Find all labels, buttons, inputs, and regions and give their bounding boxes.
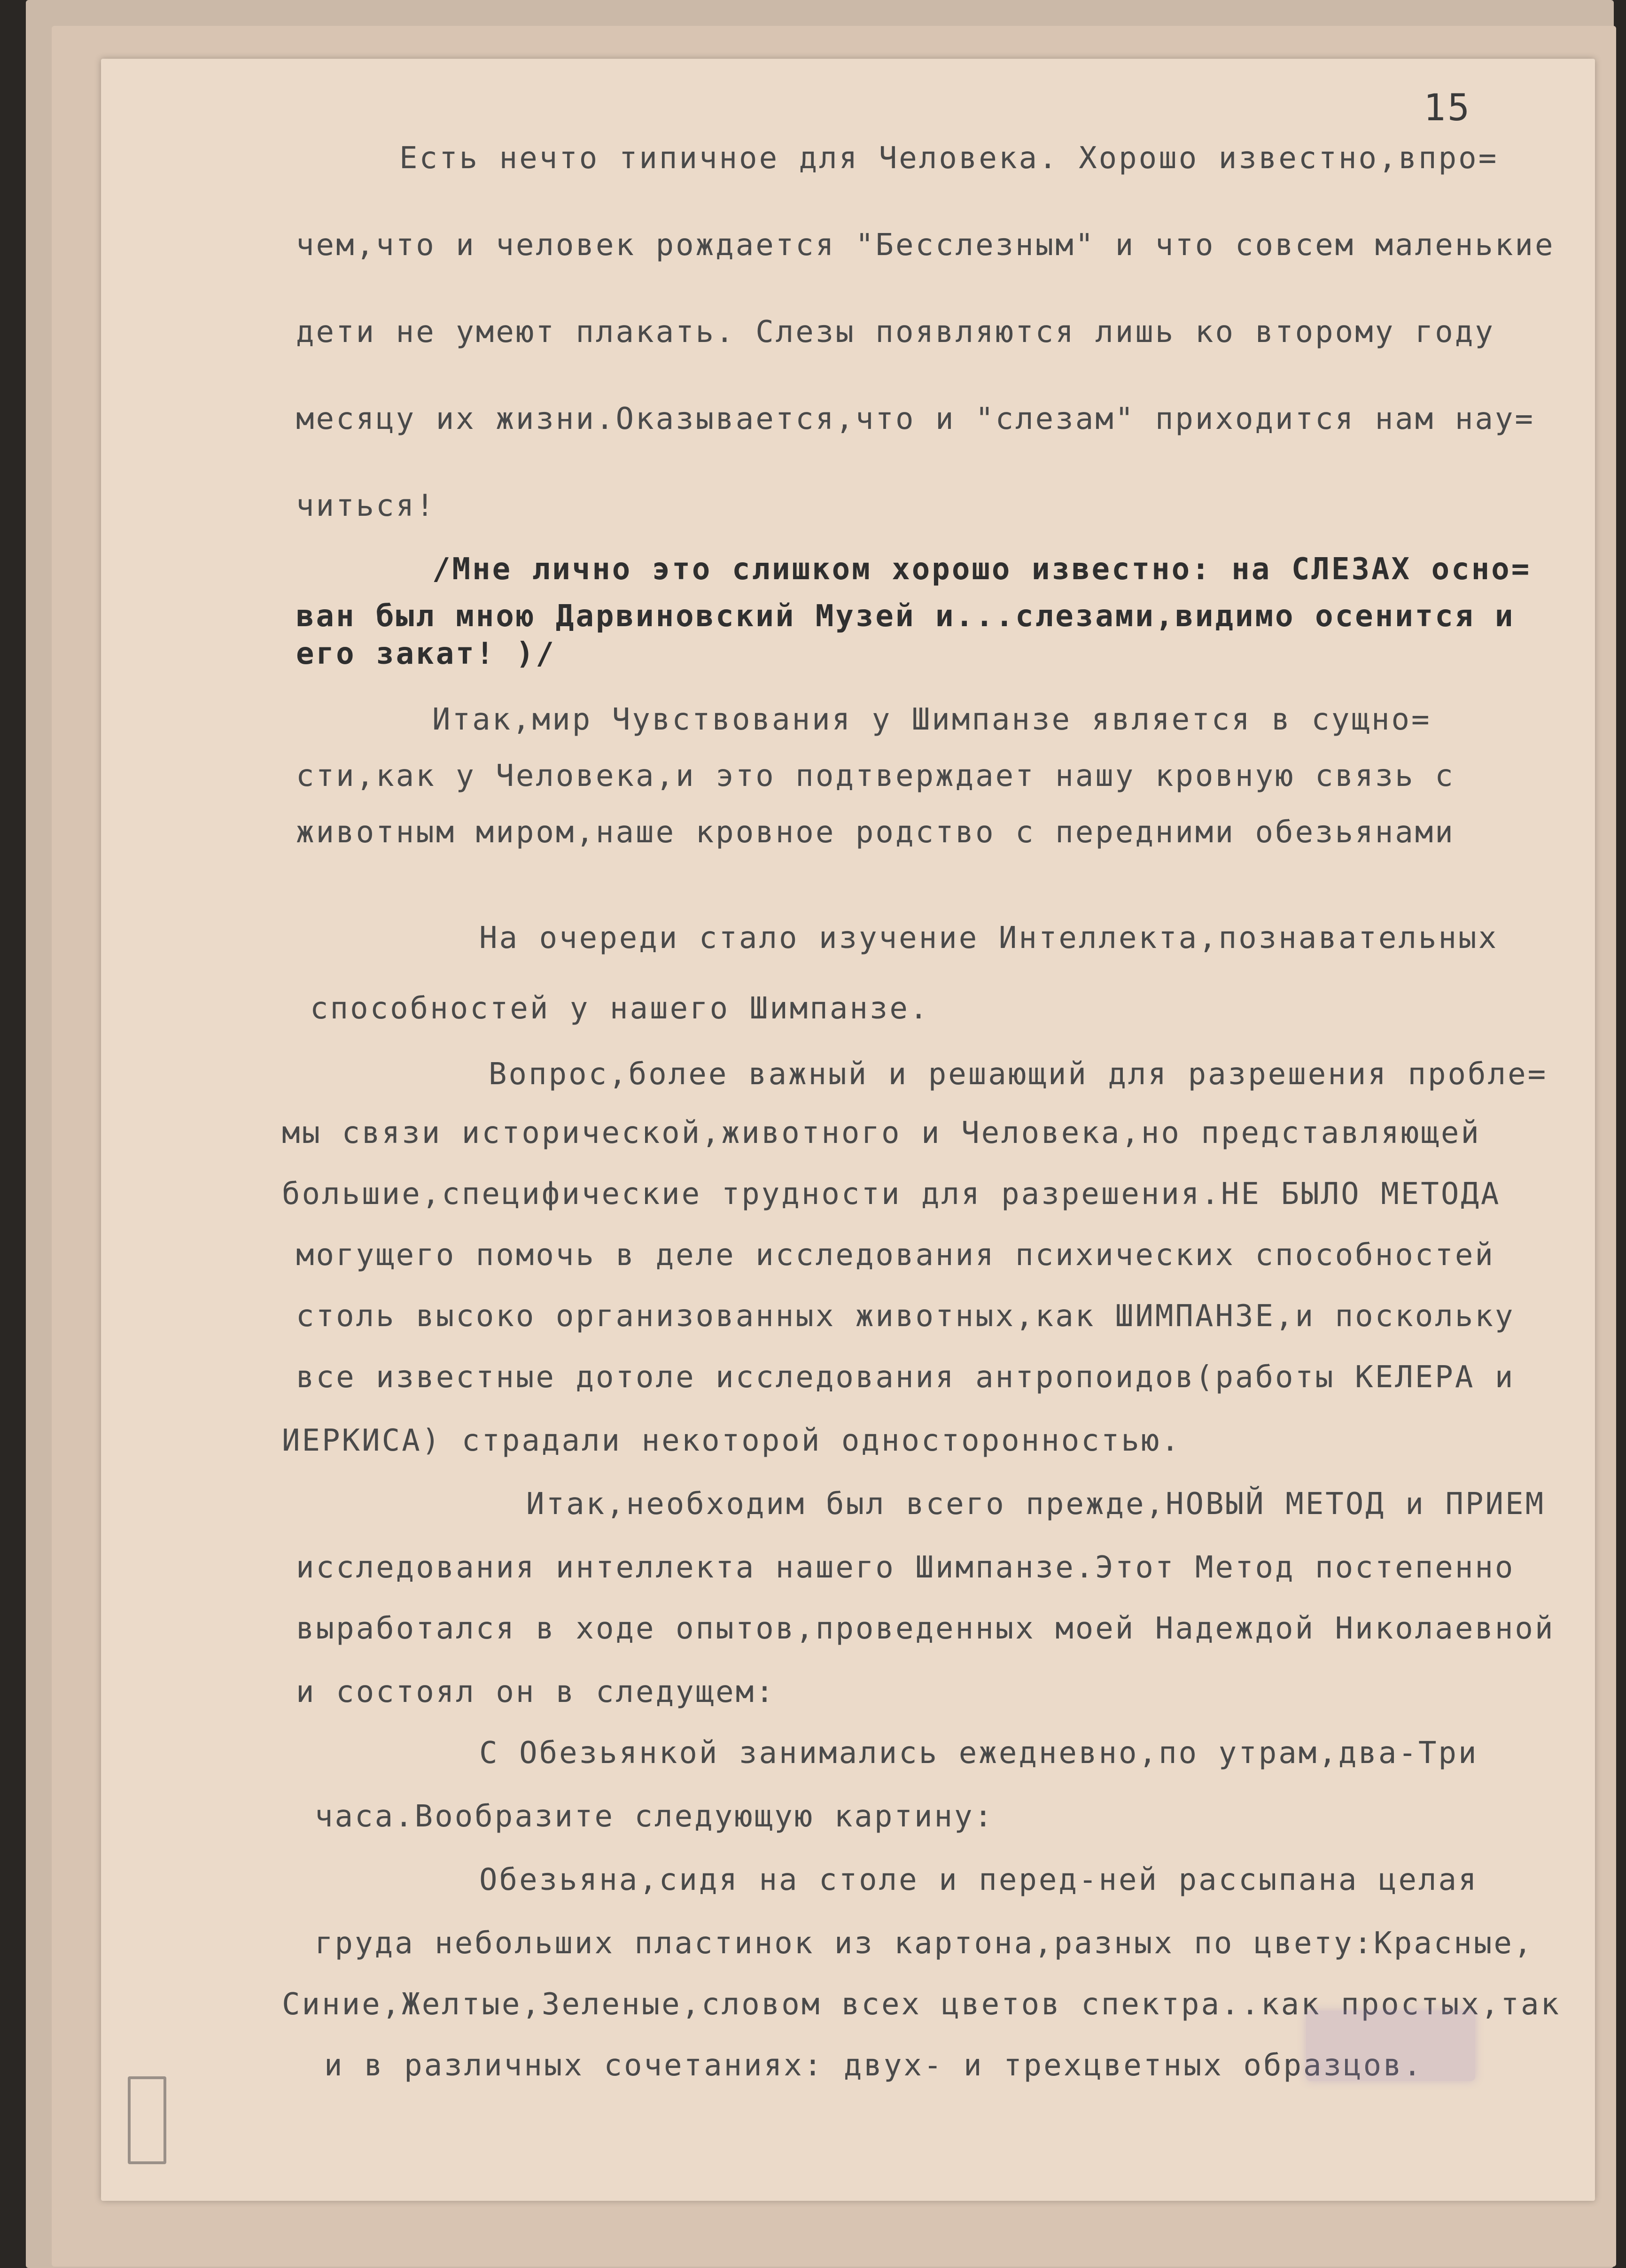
archive-stamp <box>1306 2011 1475 2081</box>
text-line: дети не умеют плакать. Слезы появляются лишь ко второму году <box>296 315 1495 350</box>
text-line: Вопрос,более важный и решающий для разрешения пробле= <box>489 1057 1548 1092</box>
text-line: Есть нечто типичное для Человека. Хорошо известно,впро= <box>399 141 1499 176</box>
text-line: часа.Вообразите следующую картину: <box>315 1799 995 1834</box>
text-line: выработался в ходе опытов,проведенных моей Надеждой Николаевной <box>296 1611 1555 1646</box>
text-line: мы связи исторической,животного и Человека,но представляющей <box>282 1116 1481 1150</box>
text-line: ван был мною Дарвиновский Музей и...слезами,видимо осенится и <box>296 599 1515 634</box>
text-line: могущего помочь в деле исследования психических способностей <box>296 1238 1495 1273</box>
text-line: Итак,необходим был всего прежде,НОВЫЙ МЕТОД и ПРИЕМ <box>526 1487 1546 1522</box>
text-line: С Обезьянкой занимались ежедневно,по утрам,два-Три <box>479 1736 1478 1771</box>
text-line: На очереди стало изучение Интеллекта,познавательных <box>479 921 1499 955</box>
text-line: /Мне лично это слишком хорошо известно: на СЛЕЗАХ осно= <box>432 552 1532 587</box>
text-line: способностей у нашего Шимпанзе. <box>310 991 930 1026</box>
text-line: груда небольших пластинок из картона,разных по цвету:Красные, <box>315 1926 1534 1961</box>
text-line: большие,специфические трудности для разрешения.НЕ БЫЛО МЕТОДА <box>282 1177 1501 1212</box>
text-line: его закат! )/ <box>296 637 556 671</box>
text-line: Итак,мир Чувствования у Шимпанзе является в сущно= <box>432 702 1432 737</box>
text-line: все известные дотоле исследования антропоидов(работы КЕЛЕРА и <box>296 1360 1515 1395</box>
text-line: столь высоко организованных животных,как ШИМПАНЗЕ,и поскольку <box>296 1299 1515 1334</box>
text-line: и в различных сочетаниях: двух- и трехцветных образцов. <box>324 2048 1424 2083</box>
binder-clip <box>128 2076 166 2164</box>
text-line: чем,что и человек рождается "Бесслезным" и что совсем маленькие <box>296 228 1555 263</box>
text-line: сти,как у Человека,и это подтверждает нашу кровную связь с <box>296 759 1455 793</box>
text-line: читься! <box>296 489 436 523</box>
text-line: Синие,Желтые,Зеленые,словом всех цветов спектра..как простых,так <box>282 1987 1561 2022</box>
text-line: Обезьяна,сидя на столе и перед-ней рассыпана целая <box>479 1863 1478 1897</box>
page-number: 15 <box>1424 87 1471 129</box>
text-line: и состоял он в следущем: <box>296 1675 776 1709</box>
text-line: исследования интеллекта нашего Шимпанзе.Этот Метод постепенно <box>296 1550 1515 1585</box>
text-line: ИЕРКИСА) страдали некоторой односторонностью. <box>282 1423 1181 1458</box>
text-line: месяцу их жизни.Оказывается,что и "слезам" приходится нам нау= <box>296 402 1535 436</box>
text-line: животным миром,наше кровное родство с передними обезьянами <box>296 815 1455 850</box>
